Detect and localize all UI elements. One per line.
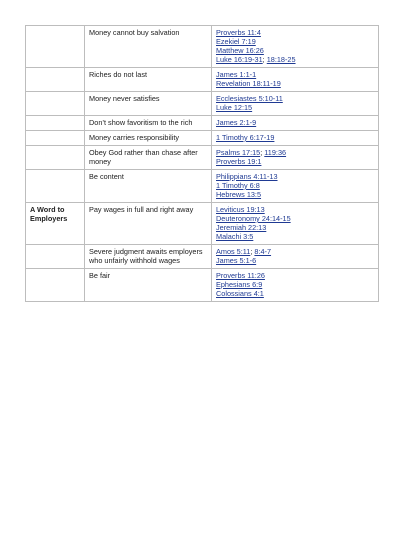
reference-line (216, 94, 374, 103)
table-row (26, 269, 379, 302)
reference-line (216, 37, 374, 46)
section-heading (26, 146, 85, 170)
reference-line (216, 70, 374, 79)
reference-line (216, 223, 374, 232)
reference-line (216, 55, 374, 64)
table-row (26, 170, 379, 203)
scripture-link[interactable]: Psalms 17:15 (216, 148, 261, 157)
reference-line (216, 172, 374, 181)
scripture-link[interactable]: Jeremiah 22:13 (216, 223, 267, 232)
references-cell (212, 131, 379, 146)
scripture-link[interactable]: 1 Timothy 6:8 (216, 181, 260, 190)
scripture-link[interactable]: Ezekiel 7:19 (216, 37, 256, 46)
reference-line (216, 46, 374, 55)
topic-cell: Obey God rather than chase after money (85, 146, 212, 170)
scripture-link[interactable]: Matthew 16:26 (216, 46, 264, 55)
table-row (26, 116, 379, 131)
topic-cell: Money cannot buy salvation (85, 26, 212, 68)
references-cell (212, 203, 379, 245)
table-row (26, 92, 379, 116)
scripture-link[interactable]: Hebrews 13:5 (216, 190, 262, 199)
scripture-link[interactable]: Philippians 4:11-13 (216, 172, 278, 181)
reference-line (216, 28, 374, 37)
references-cell (212, 245, 379, 269)
topic-cell: Severe judgment awaits employers who unfairly withhold wages (85, 245, 212, 269)
scripture-link[interactable]: James 2:1-9 (216, 118, 257, 127)
scripture-link[interactable]: James 5:1-6 (216, 256, 257, 265)
references-cell (212, 116, 379, 131)
scripture-link[interactable]: Colossians 4:1 (216, 289, 264, 298)
table-row (26, 26, 379, 68)
scripture-link[interactable]: Leviticus 19:13 (216, 205, 265, 214)
scripture-link[interactable]: Amos 5:11 (216, 247, 251, 256)
table-row (26, 146, 379, 170)
section-heading (26, 92, 85, 116)
topic-cell: Money never satisfies (85, 92, 212, 116)
reference-line (216, 103, 374, 112)
table-row (26, 203, 379, 245)
scripture-link[interactable]: Proverbs 19:1 (216, 157, 262, 166)
table-row (26, 68, 379, 92)
reference-line (216, 289, 374, 298)
section-heading (26, 269, 85, 302)
reference-line (216, 247, 374, 256)
scripture-link[interactable]: Proverbs 11:4 (216, 28, 261, 37)
reference-line (216, 271, 374, 280)
reference-line (216, 157, 374, 166)
reference-line (216, 181, 374, 190)
section-heading (26, 131, 85, 146)
references-cell (212, 68, 379, 92)
reference-line (216, 256, 374, 265)
scripture-link[interactable]: James 1:1-1 (216, 70, 257, 79)
section-heading (26, 170, 85, 203)
verse-table (25, 25, 379, 302)
scripture-link[interactable]: Proverbs 11:26 (216, 271, 265, 280)
topic-cell: Be content (85, 170, 212, 203)
reference-line (216, 280, 374, 289)
scripture-link[interactable]: Luke 16:19-31 (216, 55, 263, 64)
scripture-link[interactable]: 8:4-7 (254, 247, 272, 256)
reference-line (216, 190, 374, 199)
reference-separator: ; (262, 55, 267, 64)
reference-line (216, 133, 374, 142)
reference-line (216, 79, 374, 88)
table-row (26, 131, 379, 146)
topic-cell: Don’t show favoritism to the rich (85, 116, 212, 131)
topic-cell: Be fair (85, 269, 212, 302)
reference-separator: ; (250, 247, 255, 256)
section-heading (26, 26, 85, 68)
section-heading (26, 116, 85, 131)
reference-line (216, 214, 374, 223)
reference-line (216, 148, 374, 157)
table-row (26, 245, 379, 269)
reference-line (216, 118, 374, 127)
scripture-link[interactable]: Ephesians 6:9 (216, 280, 263, 289)
topic-cell: Money carries responsibility (85, 131, 212, 146)
references-cell (212, 146, 379, 170)
reference-separator: ; (260, 148, 265, 157)
scripture-link[interactable]: 1 Timothy 6:17-19 (216, 133, 275, 142)
scripture-link[interactable]: Malachi 3:5 (216, 232, 254, 241)
reference-line (216, 205, 374, 214)
references-cell (212, 92, 379, 116)
reference-line (216, 232, 374, 241)
references-cell (212, 170, 379, 203)
references-cell (212, 26, 379, 68)
scripture-link[interactable]: Ecclesiastes 5:10-11 (216, 94, 283, 103)
topic-cell: Pay wages in full and right away (85, 203, 212, 245)
scripture-link[interactable]: 18:18-25 (266, 55, 296, 64)
section-heading: A Word to Employers (26, 203, 85, 245)
topic-cell: Riches do not last (85, 68, 212, 92)
section-heading (26, 245, 85, 269)
scripture-link[interactable]: Revelation 18:11-19 (216, 79, 281, 88)
verse-table-body (26, 26, 379, 302)
scripture-link[interactable]: Luke 12:15 (216, 103, 253, 112)
section-heading (26, 68, 85, 92)
scripture-link[interactable]: Deuteronomy 24:14-15 (216, 214, 291, 223)
scripture-link[interactable]: 119:36 (264, 148, 287, 157)
references-cell (212, 269, 379, 302)
